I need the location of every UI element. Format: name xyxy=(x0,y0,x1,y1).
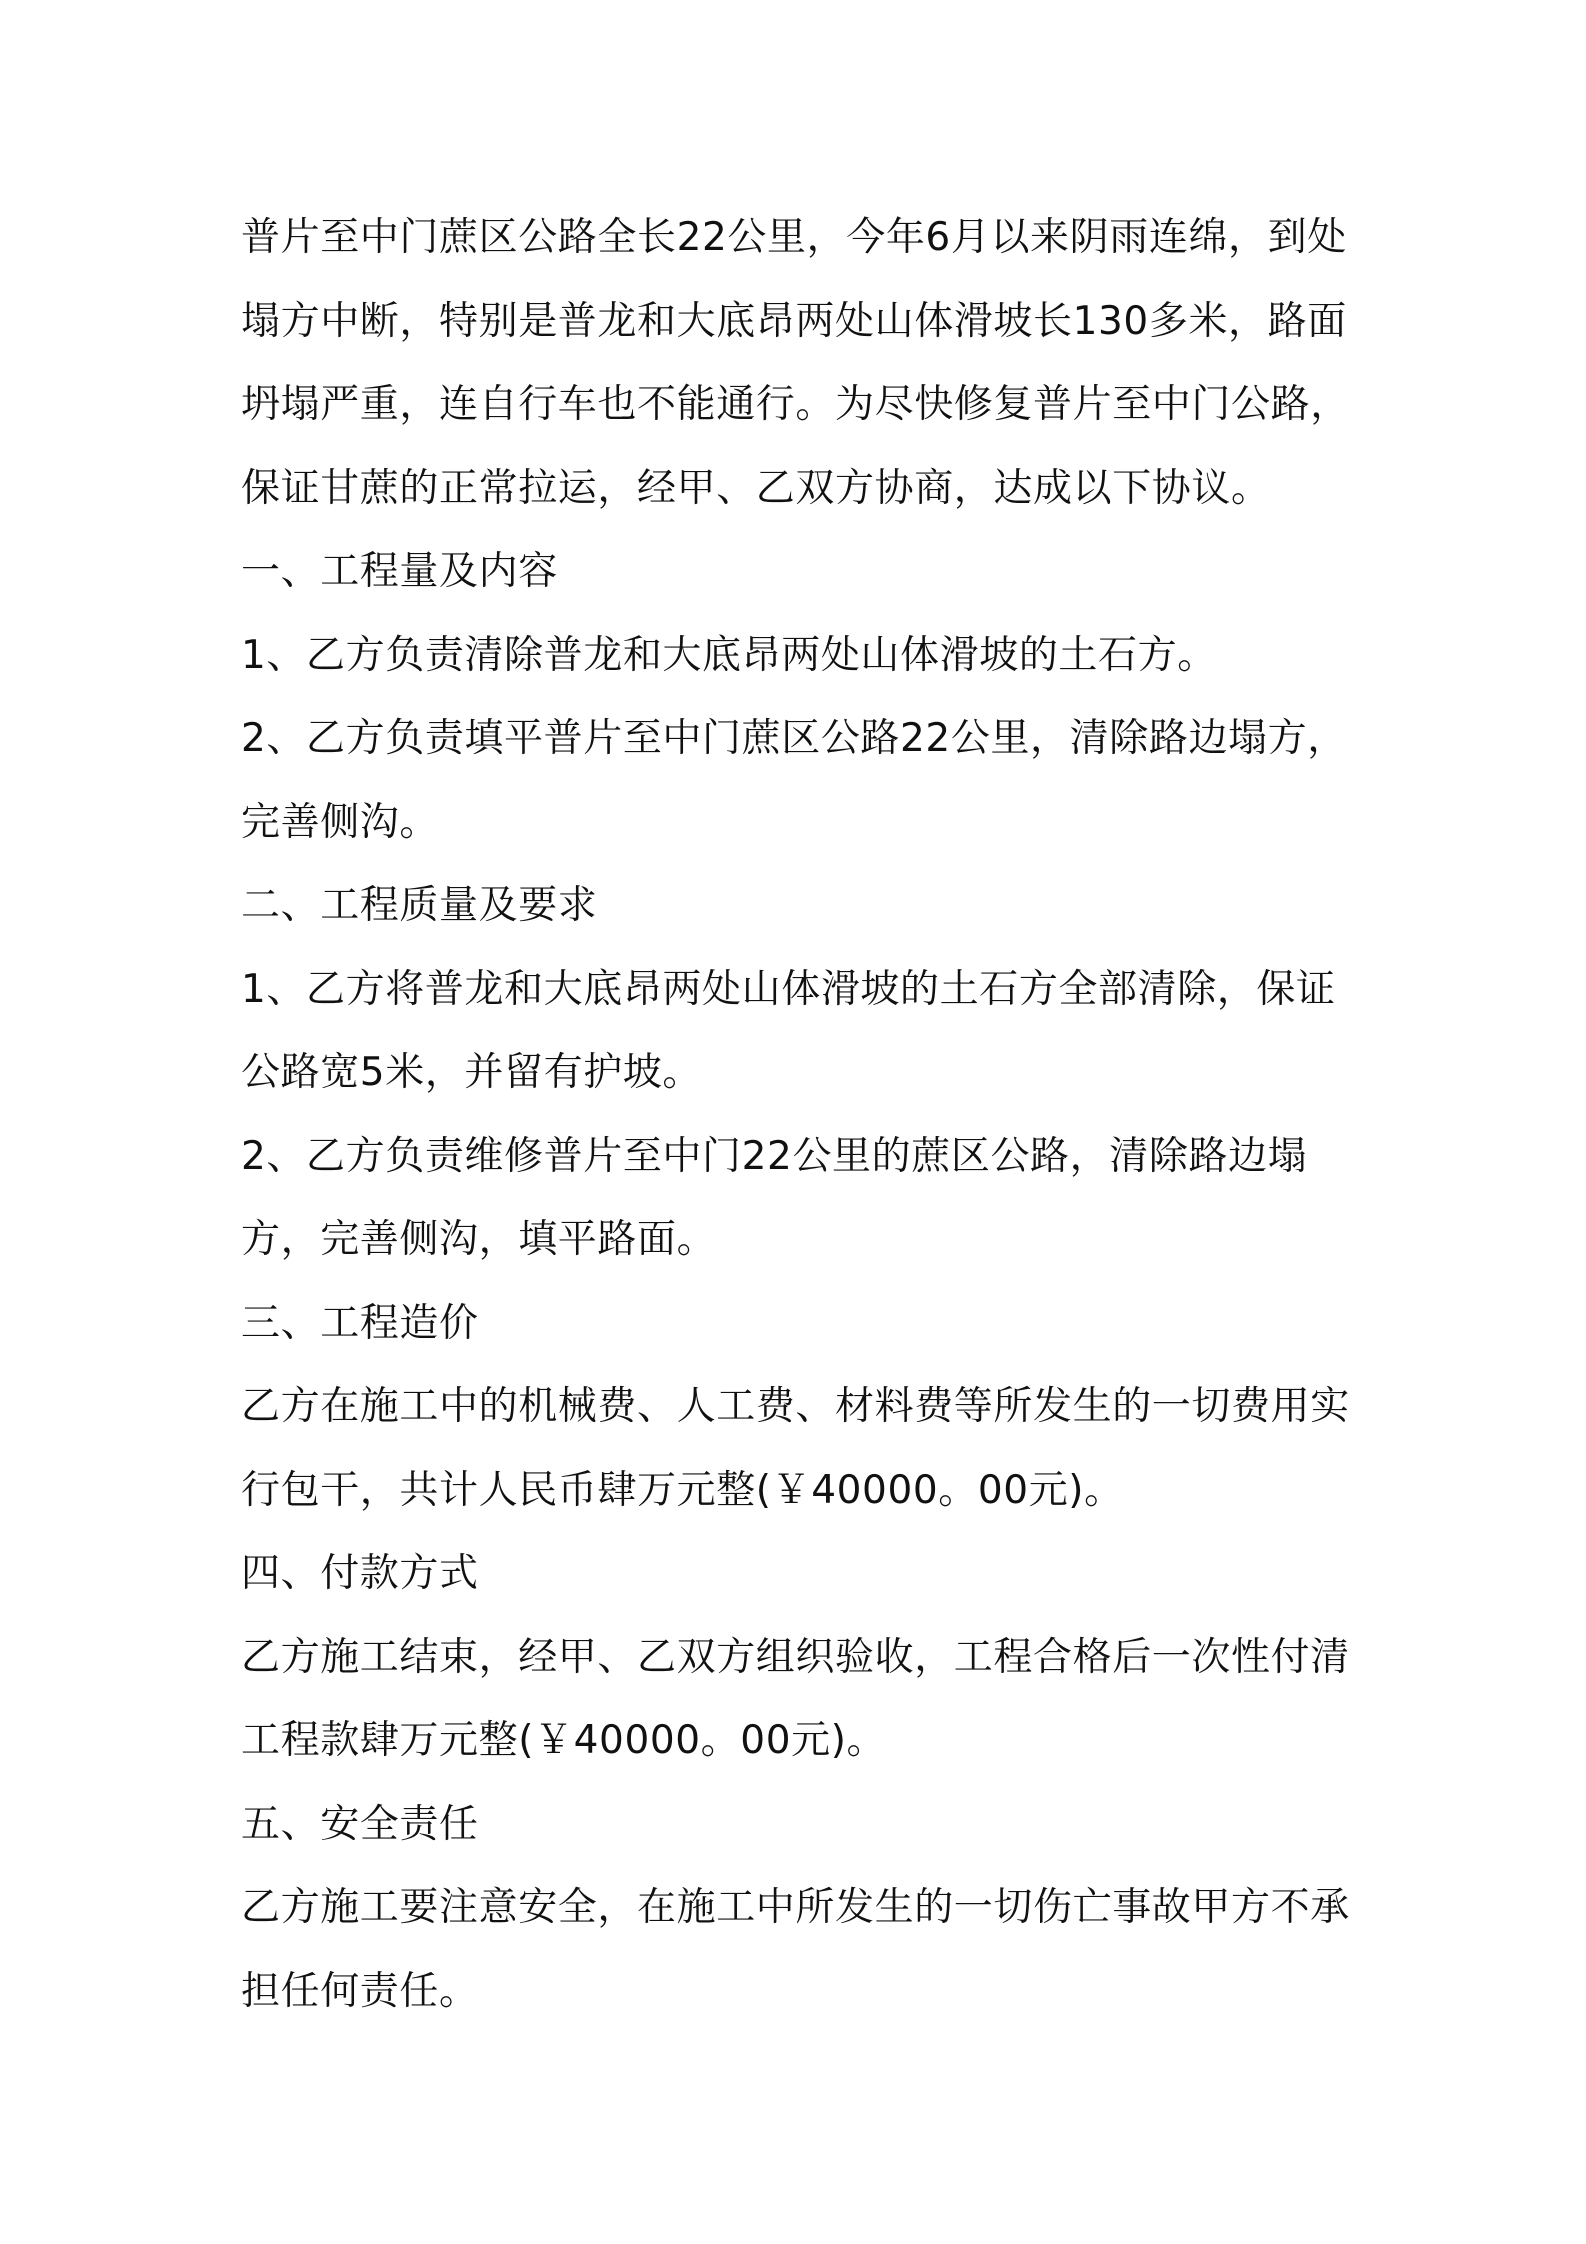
section-heading-quality: 二、工程质量及要求 xyxy=(241,883,598,928)
scope-item-2: 2、乙方负责填平普片至中门蔗区公路22公里，清除路边塌方，完善侧沟。 xyxy=(241,716,1347,845)
section-heading-scope: 一、工程量及内容 xyxy=(241,549,558,594)
quality-item-2: 2、乙方负责维修普片至中门22公里的蔗区公路，清除路边塌方，完善侧沟，填平路面。 xyxy=(241,1133,1308,1262)
section-heading-safety: 五、安全责任 xyxy=(241,1801,479,1847)
scope-item-1: 1、乙方负责清除普龙和大底昂两处山体滑坡的土石方。 xyxy=(241,632,1217,678)
section-heading-payment: 四、付款方式 xyxy=(241,1551,479,1596)
document-body xyxy=(241,196,1361,2033)
cost-paragraph: 乙方在施工中的机械费、人工费、材料费等所发生的一切费用实行包干，共计人民币肆万元整(￥40000。00元)。 xyxy=(241,1384,1350,1513)
intro-paragraph: 普片至中门蔗区公路全长22公里，今年6月以来阴雨连绵，到处塌方中断，特别是普龙和大底昂两处山体滑坡长130多米，路面坍塌严重，连自行车也不能通行。为尽快修复普片至中门公路，保证甘蔗的正常拉运，经甲、乙双方协商，达成以下协议。 xyxy=(241,215,1350,511)
quality-item-1: 1、乙方将普龙和大底昂两处山体滑坡的土石方全部清除，保证公路宽5米，并留有护坡。 xyxy=(241,966,1336,1095)
payment-paragraph: 乙方施工结束，经甲、乙双方组织验收，工程合格后一次性付清工程款肆万元整(￥40000。00元)。 xyxy=(241,1634,1350,1763)
section-heading-cost: 三、工程造价 xyxy=(241,1300,479,1346)
safety-paragraph: 乙方施工要注意安全，在施工中所发生的一切伤亡事故甲方不承担任何责任。 xyxy=(241,1885,1350,2014)
